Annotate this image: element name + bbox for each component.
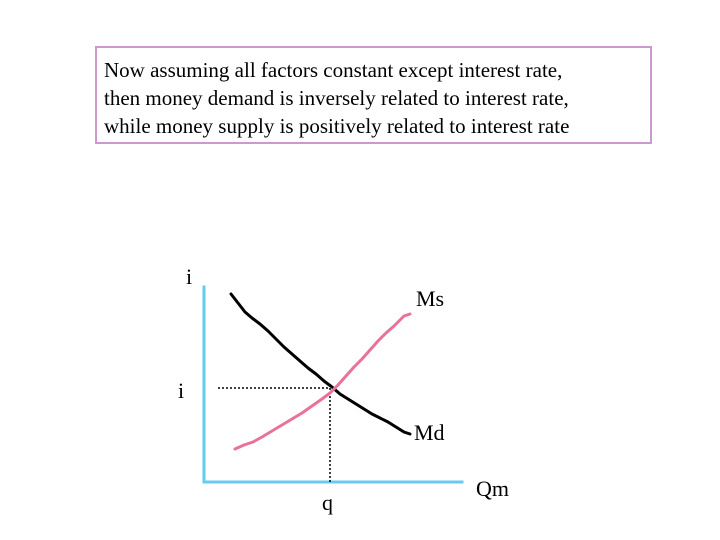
caption-line-1: Now assuming all factors constant except interest rate, [104,58,563,82]
y-axis-label: i [186,264,193,289]
supply-curve-label: Ms [416,286,445,311]
demand-curve-label: Md [414,420,445,445]
caption-line-3: while money supply is positively related to interest rate [104,114,570,138]
money-demand-curve [231,294,410,434]
x-axis-label: Qm [476,476,509,501]
caption-line-2: then money demand is inversely related to interest rate, [104,86,569,110]
equilibrium-rate-label: i [178,378,185,403]
equilibrium-quantity-label: q [322,490,333,515]
